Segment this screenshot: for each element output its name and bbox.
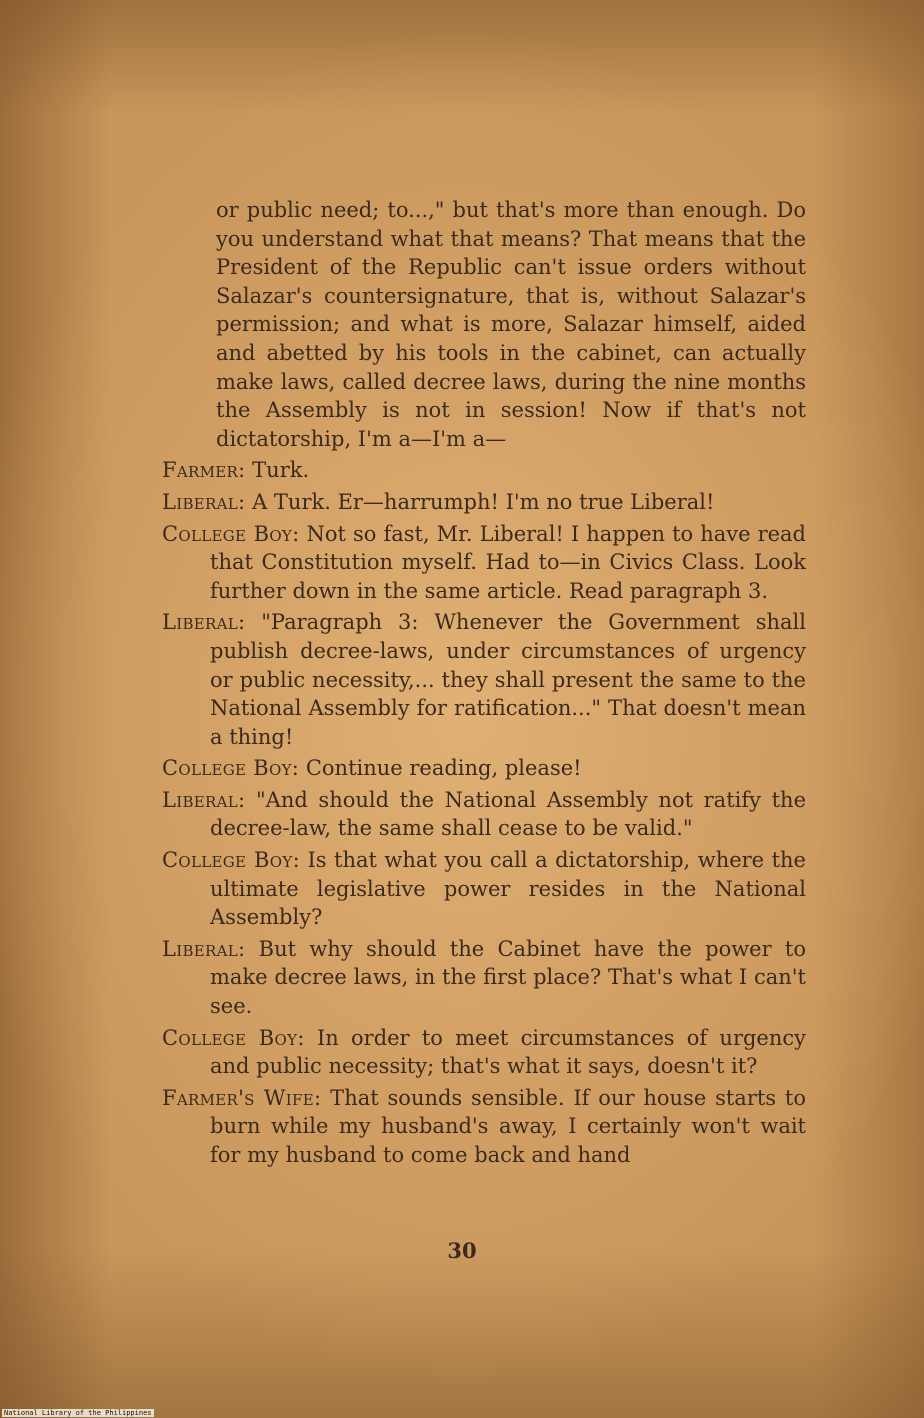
speech-text: In order to meet circumstances of urgency and public necessity; that's what it says, doesn't it?	[210, 1025, 806, 1079]
dialogue-line-farmers-wife	[162, 1084, 806, 1170]
speaker-label: Farmer's Wife:	[162, 1085, 322, 1110]
speaker-label: Farmer:	[162, 458, 246, 483]
dialogue-line-liberal	[162, 608, 806, 751]
page-number: 30	[447, 1238, 477, 1263]
speech-text: Turk.	[245, 458, 310, 483]
dialogue-line-farmer	[162, 456, 806, 485]
speaker-label: College Boy:	[162, 521, 300, 546]
speech-text: A Turk. Er—harrumph! I'm no true Liberal!	[245, 489, 715, 514]
speech-text: Continue reading, please!	[299, 756, 582, 781]
speaker-label: College Boy:	[162, 848, 300, 873]
speaker-label: College Boy:	[162, 1025, 305, 1050]
speech-text: But why should the Cabinet have the power to make decree laws, in the first place? That's what I can't see.	[210, 936, 806, 1019]
speech-text: Not so fast, Mr. Liberal! I happen to have read that Constitution myself. Had to—in Civics Class. Look further down in the same article. Read paragraph 3.	[210, 521, 807, 603]
speech-text: Is that what you call a dictatorship, where the ultimate legislative power resides in the National Assembly?	[210, 848, 806, 930]
dialogue-line-liberal	[162, 935, 806, 1021]
dialogue-line-liberal	[162, 786, 806, 843]
dialogue-line-college-boy	[162, 520, 806, 606]
dialogue-line-college-boy	[162, 1024, 806, 1081]
speech-text: "Paragraph 3: Whenever the Government shall publish decree-laws, under circumstances of urgency or public necessity,... they shall present the same to the National Assembly for ratification..." That doesn't mean a thing!	[210, 610, 806, 749]
speech-text: "And should the National Assembly not ratify the decree-law, the same shall cease to be valid."	[210, 787, 806, 841]
dialogue-line-college-boy	[162, 846, 806, 932]
speaker-label: Liberal:	[162, 787, 246, 812]
speaker-label: Liberal:	[162, 610, 246, 635]
footer-credit: National Library of the Philippines	[4, 1409, 152, 1417]
dialogue-line-liberal	[162, 488, 806, 517]
opening-paragraph: or public need; to...," but that's more than enough. Do you understand what that means? That means that the President of the Republic can't issue orders without Salazar's countersignature, that is, without Salazar's permission; and what is more, Salazar himself, aided and abetted by his tools in the cabinet, can actually make laws, called decree laws, during the nine months the Assembly is not in session! Now if that's not dictatorship, I'm a—I'm a—	[216, 198, 806, 451]
speaker-label: Liberal:	[162, 489, 246, 514]
speech-text: That sounds sensible. If our house starts to burn while my husband's away, I certainly won't wait for my husband to come back and hand	[210, 1085, 807, 1167]
speaker-label: College Boy:	[162, 756, 300, 781]
speaker-label: Liberal:	[162, 936, 246, 961]
dialogue-line-college-boy	[162, 754, 806, 783]
page-body	[162, 196, 806, 1170]
